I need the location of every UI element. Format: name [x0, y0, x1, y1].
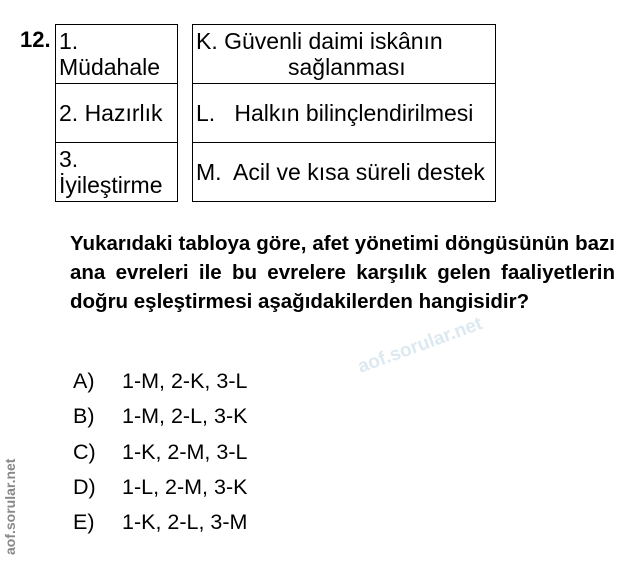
option-a[interactable] — [73, 369, 247, 404]
activity-cell: M. Acil ve kısa süreli destek — [193, 143, 496, 202]
question-text: Yukarıdaki tabloya göre, afet yönetimi döngüsünün bazı ana evreleri ile bu evrelere karşılık gelen faaliyetlerin doğru eşleştirmesi aşağıdakilerden hangisidir? — [70, 232, 615, 313]
option-letter: D) — [73, 474, 96, 499]
option-text: 1-M, 2-K, 3-L — [122, 369, 248, 393]
option-letter: A) — [73, 369, 95, 393]
option-text: 1-M, 2-L, 3-K — [122, 404, 248, 429]
option-letter: B) — [73, 404, 95, 429]
option-letter: C) — [73, 439, 96, 464]
answer-options — [73, 369, 247, 545]
option-text: 1-K, 2-L, 3-M — [122, 510, 248, 535]
activity-text-cont: sağlanması — [288, 54, 406, 80]
watermark: aof.sorular.net — [355, 313, 486, 378]
question-number: 12. — [20, 27, 51, 52]
side-watermark: aof.sorular.net — [2, 458, 18, 555]
option-e[interactable] — [73, 510, 247, 545]
option-d[interactable] — [73, 475, 247, 510]
option-letter: E) — [73, 510, 95, 535]
option-text: 1-L, 2-M, 3-K — [122, 474, 248, 499]
phase-cell: 2. Hazırlık — [56, 84, 178, 143]
phase-cell: 1. Müdahale — [56, 25, 178, 84]
option-text: 1-K, 2-M, 3-L — [122, 439, 248, 464]
activity-text: K. Güvenli daimi iskânın — [196, 28, 443, 54]
activities-table — [192, 24, 496, 202]
activity-cell: L. Halkın bilinçlendirilmesi — [193, 84, 496, 143]
phase-cell: 3. İyileştirme — [56, 143, 178, 202]
phases-table — [55, 24, 178, 202]
option-c[interactable] — [73, 440, 247, 475]
option-b[interactable] — [73, 404, 247, 439]
activity-cell — [193, 25, 496, 84]
